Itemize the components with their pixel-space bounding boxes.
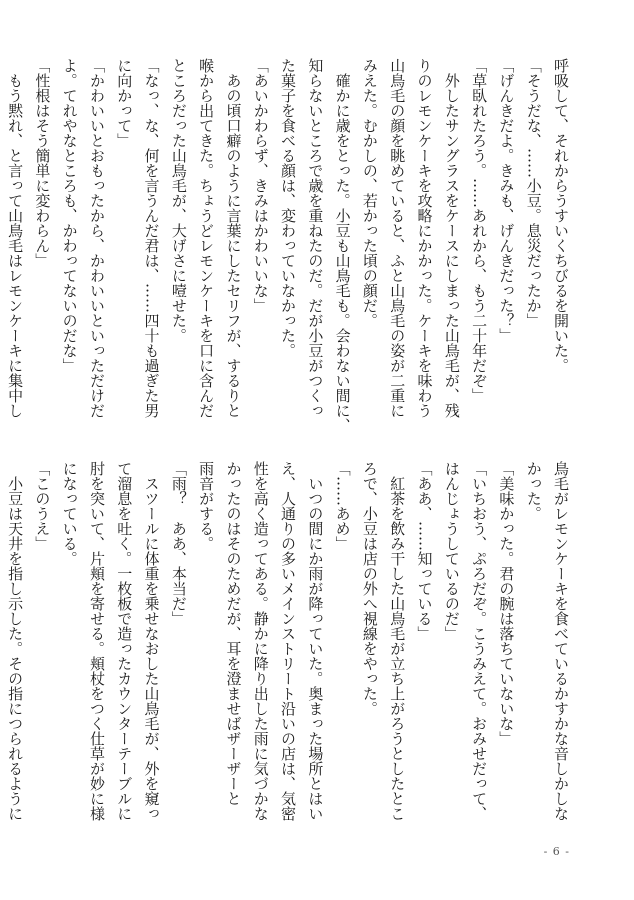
text-line: 「かわいいとおもったから、かわいいといっただけだ bbox=[87, 58, 106, 418]
text-line: 「……あめ」 bbox=[333, 461, 352, 551]
text-line: になっている。 bbox=[60, 461, 79, 566]
text-line: 「あいかわらず、きみはかわいいな」 bbox=[251, 58, 270, 313]
text-line: スツールに体重を乗せなおした山鳥毛が、外を窺っ bbox=[142, 461, 161, 821]
text-line: りのレモンケーキを攻略にかかった。ケーキを味わう bbox=[415, 58, 434, 418]
text-line: もう黙れ、と言って山鳥毛はレモンケーキに集中し bbox=[6, 58, 25, 418]
text-block-lower bbox=[4, 461, 574, 841]
text-line: よ。てれやなところも、かわってないのだな」 bbox=[60, 58, 79, 373]
text-line: 「雨？ ああ、本当だ」 bbox=[169, 461, 188, 626]
text-line: 肘を突いて、片頬を寄せる。頬杖をつく仕草が妙に様 bbox=[87, 461, 106, 821]
text-block-upper bbox=[4, 58, 574, 448]
page-number: - 6 - bbox=[543, 845, 570, 858]
text-line: 「ああ、……知っている」 bbox=[415, 461, 434, 641]
text-line: 「げんきだよ。きみも、げんきだった？」 bbox=[497, 58, 516, 343]
text-line: あの頃口癖のように言葉にしたセリフが、するりと bbox=[224, 58, 243, 418]
text-line: はんじょうしているのだ」 bbox=[442, 461, 461, 641]
text-line: 雨音がする。 bbox=[197, 461, 216, 551]
text-line: た菓子を食べる顔は、変わっていなかった。 bbox=[279, 58, 298, 358]
text-line: ろで、小豆は店の外へ視線をやった。 bbox=[360, 461, 379, 716]
text-line: 小豆は天井を指し示した。その指につられるように bbox=[6, 461, 25, 821]
text-line: 「草臥れたろう。……あれから、もう二十年だぞ」 bbox=[470, 58, 489, 403]
text-line: て溜息を吐く。一枚板で造ったカウンターテーブルに bbox=[115, 461, 134, 821]
text-line: 「美味かった。君の腕は落ちていないな」 bbox=[497, 461, 516, 746]
text-line: 外したサングラスをケースにしまった山鳥毛が、残 bbox=[442, 58, 461, 418]
text-line: 紅茶を飲み干した山鳥毛が立ち上がろうとしたとこ bbox=[388, 461, 407, 821]
text-line: みえた。むかしの、若かった頃の顔だ。 bbox=[360, 58, 379, 328]
text-line: ところだった山鳥毛が、大げさに噎せた。 bbox=[169, 58, 188, 343]
text-line: 「なっ、な、何を言うんだ君は、……四十も過ぎた男 bbox=[142, 58, 161, 418]
text-line: 「いちおう、ぷろだぞ。こうみえて。おみせだって、 bbox=[470, 461, 489, 821]
text-line: かった。 bbox=[524, 461, 543, 521]
text-line: え、人通りの多いメインストリート沿いの店は、気密 bbox=[279, 461, 298, 821]
text-line bbox=[0, 58, 1, 448]
text-line: 性を高く造ってある。静かに降り出した雨に気づかな bbox=[251, 461, 270, 821]
text-line: 呼吸して、それからうすいくちびるを開いた。 bbox=[552, 58, 570, 373]
text-line: 「性根はそう簡単に変わらん」 bbox=[33, 58, 52, 268]
text-line: いつの間にか雨が降っていた。奥まった場所とはい bbox=[306, 461, 325, 821]
text-line: に向かって」 bbox=[115, 58, 134, 148]
text-line: かったのはそのためだが、耳を澄ませばザーザーと bbox=[224, 461, 243, 806]
text-line: 山鳥毛の顔を眺めていると、ふと山鳥毛の姿が二重に bbox=[388, 58, 407, 418]
text-line: 鳥毛がレモンケーキを食べているかすかな音しかしな bbox=[552, 461, 570, 821]
text-line: 「そうだな、……小豆。息災だったか」 bbox=[524, 58, 543, 328]
text-line: 喉から出てきた。ちょうどレモンケーキを口に含んだ bbox=[197, 58, 216, 418]
text-line: 知らないところで歳を重ねたのだ。だが小豆がつくっ bbox=[306, 58, 325, 418]
text-line: 「このうえ」 bbox=[33, 461, 52, 551]
text-line: 確かに歳をとった。小豆も山鳥毛も。会わない間に、 bbox=[333, 58, 352, 433]
